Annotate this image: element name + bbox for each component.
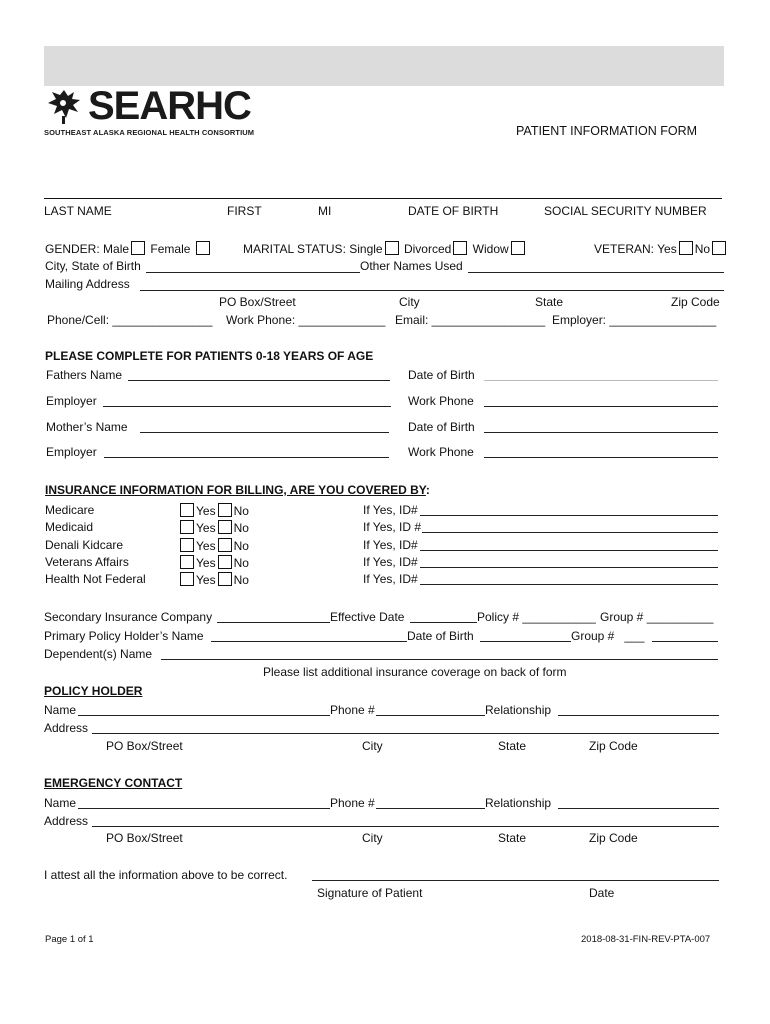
- gender-male-checkbox[interactable]: [131, 241, 145, 255]
- gender-female-label: Female: [150, 242, 191, 256]
- policy-holder-heading: POLICY HOLDER: [44, 684, 143, 698]
- label-signature: Signature of Patient: [317, 886, 423, 900]
- work-phone-2-field[interactable]: [484, 457, 718, 458]
- denali-no-checkbox[interactable]: [218, 538, 232, 552]
- additional-insurance-note: Please list additional insurance coverage on back of form: [263, 665, 567, 679]
- gender-label: GENDER:: [45, 242, 100, 256]
- city-state-birth-field[interactable]: [146, 272, 360, 273]
- marital-widow-checkbox[interactable]: [511, 241, 525, 255]
- work-phone-field[interactable]: Work Phone: _____________: [226, 313, 386, 327]
- insurance-heading-colon: :: [425, 483, 430, 497]
- dependents-field[interactable]: [161, 659, 718, 660]
- holder-group-line-text: ___: [624, 629, 645, 643]
- marital-single-label: Single: [349, 242, 383, 256]
- mothers-name-field[interactable]: [140, 432, 389, 433]
- top-rule: [44, 198, 722, 199]
- label-city: City: [399, 295, 420, 309]
- medicare-yes-checkbox[interactable]: [180, 503, 194, 517]
- yes-label: Yes: [196, 504, 216, 518]
- veterans-no-checkbox[interactable]: [218, 555, 232, 569]
- label-ph-zip: Zip Code: [589, 739, 638, 753]
- insurance-name-medicare: Medicare: [45, 503, 95, 517]
- label-ph-state: State: [498, 739, 527, 753]
- header-gray-bar: [44, 46, 724, 86]
- label-other-names: Other Names Used: [360, 259, 463, 273]
- label-last-name: LAST NAME: [44, 204, 112, 218]
- insurance-id-medicare: If Yes, ID#: [363, 503, 418, 517]
- ph-phone-field[interactable]: [376, 715, 485, 716]
- logo-name: SEARHC: [88, 84, 251, 128]
- denali-yes-checkbox[interactable]: [180, 538, 194, 552]
- yes-label: Yes: [196, 573, 216, 587]
- attest-statement: I attest all the information above to be correct.: [44, 868, 288, 882]
- searhc-logo-icon: [44, 86, 84, 124]
- gender-female-checkbox[interactable]: [196, 241, 210, 255]
- other-names-field[interactable]: [468, 272, 724, 273]
- label-employer-2: Employer: [46, 445, 97, 459]
- label-mothers-dob: Date of Birth: [408, 420, 475, 434]
- denali-id-field[interactable]: [420, 550, 718, 551]
- ph-name-field[interactable]: [78, 715, 330, 716]
- veteran-group: [594, 241, 728, 256]
- insurance-choice-medicare: [178, 503, 249, 518]
- employer-2-field[interactable]: [104, 457, 389, 458]
- insurance-id-denali: If Yes, ID#: [363, 538, 418, 552]
- label-mi: MI: [318, 204, 332, 218]
- insurance-heading-text: INSURANCE INFORMATION FOR BILLING, ARE YOU COVERED BY: [45, 483, 426, 497]
- group-number-field[interactable]: Group # __________: [600, 610, 714, 624]
- label-work-phone-2: Work Phone: [408, 445, 474, 459]
- label-ph-relationship: Relationship: [485, 703, 552, 717]
- ec-address-field[interactable]: [92, 826, 719, 827]
- emergency-heading: EMERGENCY CONTACT: [44, 776, 183, 790]
- insurance-choice-denali: [178, 538, 249, 553]
- work-phone-1-field[interactable]: [484, 406, 718, 407]
- label-employer-1: Employer: [46, 394, 97, 408]
- marital-label: MARITAL STATUS:: [243, 242, 346, 256]
- yes-label: Yes: [196, 556, 216, 570]
- label-secondary-company: Secondary Insurance Company: [44, 610, 213, 624]
- medicare-no-checkbox[interactable]: [218, 503, 232, 517]
- insurance-id-medicaid: If Yes, ID #: [363, 520, 422, 534]
- form-title: PATIENT INFORMATION FORM: [516, 124, 698, 138]
- form-code: 2018-08-31-FIN-REV-PTA-007: [581, 934, 711, 945]
- marital-divorced-checkbox[interactable]: [453, 241, 467, 255]
- effective-date-field[interactable]: [410, 622, 477, 623]
- label-po-box: PO Box/Street: [219, 295, 296, 309]
- marital-single-checkbox[interactable]: [385, 241, 399, 255]
- insurance-id-non-federal: If Yes, ID#: [363, 572, 418, 586]
- ph-address-field[interactable]: [92, 733, 719, 734]
- mothers-dob-field[interactable]: [484, 432, 718, 433]
- veterans-yes-checkbox[interactable]: [180, 555, 194, 569]
- veterans-id-field[interactable]: [420, 567, 718, 568]
- label-dob: DATE OF BIRTH: [408, 204, 499, 218]
- label-ec-relationship: Relationship: [485, 796, 552, 810]
- label-mailing-address: Mailing Address: [45, 277, 130, 291]
- non-federal-yes-checkbox[interactable]: [180, 572, 194, 586]
- mailing-address-field[interactable]: [140, 290, 724, 291]
- non-federal-no-checkbox[interactable]: [218, 572, 232, 586]
- insurance-name-veterans: Veterans Affairs: [45, 555, 129, 569]
- holder-dob-field[interactable]: [480, 641, 571, 642]
- label-ec-name: Name: [44, 796, 77, 810]
- insurance-choice-veterans: [178, 555, 249, 570]
- label-ph-po-box: PO Box/Street: [106, 739, 183, 753]
- phone-cell-field[interactable]: Phone/Cell: _______________: [47, 313, 213, 327]
- label-ec-zip: Zip Code: [589, 831, 638, 845]
- label-effective-date: Effective Date: [330, 610, 405, 624]
- medicare-id-field[interactable]: [420, 515, 718, 516]
- no-label: No: [233, 556, 249, 570]
- label-ec-city: City: [362, 831, 383, 845]
- insurance-id-veterans: If Yes, ID#: [363, 555, 418, 569]
- label-first: FIRST: [227, 204, 262, 218]
- no-label: No: [233, 539, 249, 553]
- label-ph-city: City: [362, 739, 383, 753]
- logo-subtitle: SOUTHEAST ALASKA REGIONAL HEALTH CONSORTIUM: [44, 128, 255, 137]
- fathers-name-field[interactable]: [128, 380, 390, 381]
- marital-divorced-label: Divorced: [403, 242, 452, 256]
- signature-field[interactable]: [312, 880, 719, 881]
- veteran-no-checkbox[interactable]: [712, 241, 726, 255]
- label-work-phone-1: Work Phone: [408, 394, 474, 408]
- marital-group: [243, 241, 527, 256]
- marital-widow-label: Widow: [472, 242, 509, 256]
- ec-relationship-field[interactable]: [558, 808, 719, 809]
- label-primary-holder: Primary Policy Holder’s Name: [44, 629, 204, 643]
- ec-name-field[interactable]: [78, 808, 330, 809]
- no-label: No: [233, 521, 249, 535]
- label-holder-group: [571, 629, 644, 643]
- label-ec-address: Address: [44, 814, 89, 828]
- label-mothers-name: Mother’s Name: [46, 420, 128, 434]
- veteran-no-label: No: [694, 242, 711, 256]
- label-zip: Zip Code: [671, 295, 720, 309]
- insurance-name-denali: Denali Kidcare: [45, 538, 124, 552]
- insurance-name-medicaid: Medicaid: [45, 520, 94, 534]
- medicaid-yes-checkbox[interactable]: [180, 520, 194, 534]
- label-fathers-dob: Date of Birth: [408, 368, 475, 382]
- primary-holder-field[interactable]: [211, 641, 407, 642]
- no-label: No: [233, 573, 249, 587]
- veteran-yes-label: VETERAN: Yes: [594, 242, 677, 256]
- label-holder-dob: Date of Birth: [407, 629, 474, 643]
- label-ph-name: Name: [44, 703, 77, 717]
- minors-heading: PLEASE COMPLETE FOR PATIENTS 0-18 YEARS OF AGE: [45, 349, 374, 363]
- medicaid-id-field[interactable]: [422, 532, 718, 533]
- label-ph-phone: Phone #: [330, 703, 375, 717]
- label-state: State: [535, 295, 564, 309]
- employer-1-field[interactable]: [103, 406, 391, 407]
- page-number: Page 1 of 1: [45, 934, 94, 945]
- no-label: No: [233, 504, 249, 518]
- holder-group-field[interactable]: [652, 641, 718, 642]
- insurance-choice-non-federal: [178, 572, 249, 587]
- insurance-name-non-federal: Health Not Federal: [45, 572, 146, 586]
- holder-group-text: Group #: [571, 629, 615, 643]
- insurance-choice-medicaid: [178, 520, 249, 535]
- label-ec-state: State: [498, 831, 527, 845]
- non-federal-id-field[interactable]: [420, 584, 718, 585]
- label-dependents: Dependent(s) Name: [44, 647, 153, 661]
- ph-relationship-field[interactable]: [558, 715, 719, 716]
- yes-label: Yes: [196, 539, 216, 553]
- email-field[interactable]: Email: _________________: [395, 313, 546, 327]
- label-fathers-name: Fathers Name: [46, 368, 123, 382]
- label-ec-po-box: PO Box/Street: [106, 831, 183, 845]
- veteran-yes-checkbox[interactable]: [679, 241, 693, 255]
- insurance-heading: [45, 483, 430, 497]
- medicaid-no-checkbox[interactable]: [218, 520, 232, 534]
- label-signature-date: Date: [589, 886, 615, 900]
- employer-field[interactable]: Employer: ________________: [552, 313, 717, 327]
- label-ec-phone: Phone #: [330, 796, 375, 810]
- yes-label: Yes: [196, 521, 216, 535]
- gender-group: [45, 241, 212, 256]
- secondary-company-field[interactable]: [217, 622, 330, 623]
- policy-number-field[interactable]: Policy # ___________: [477, 610, 596, 624]
- fathers-dob-field[interactable]: [484, 380, 718, 381]
- ec-phone-field[interactable]: [376, 808, 485, 809]
- label-city-state-birth: City, State of Birth: [45, 259, 141, 273]
- label-ph-address: Address: [44, 721, 89, 735]
- gender-male-label: Male: [103, 242, 130, 256]
- label-ssn: SOCIAL SECURITY NUMBER: [544, 204, 707, 218]
